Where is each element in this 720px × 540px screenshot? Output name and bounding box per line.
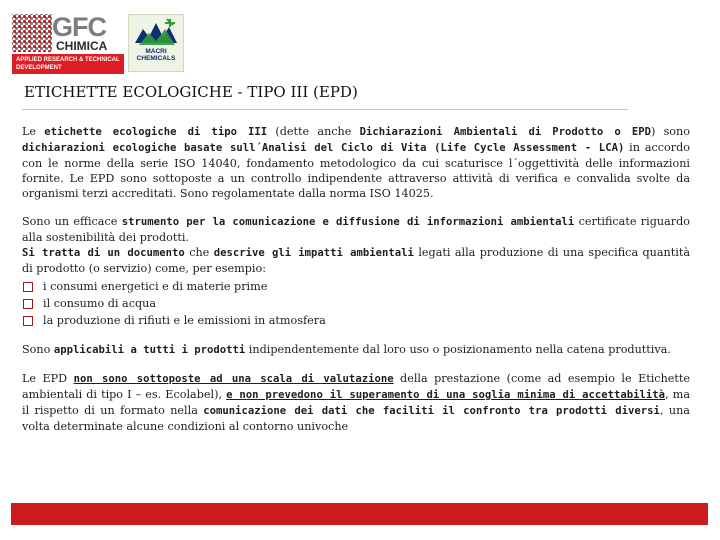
list-item-text: la produzione di rifiuti e le emissioni in atmosfera — [43, 314, 326, 327]
paragraph-evaluation — [22, 371, 690, 434]
macri-logo-name: MACRI CHEMICALS — [136, 48, 176, 62]
text-run: che — [184, 246, 214, 259]
title-divider — [22, 109, 628, 110]
checkbox-bullet-icon — [23, 316, 33, 326]
text-run: Le EPD — [22, 372, 74, 385]
text-run: Le — [22, 125, 45, 138]
macri-mark-icon — [129, 15, 183, 49]
slide-body — [22, 124, 690, 434]
gfc-dot-grid-icon — [12, 14, 52, 52]
macri-logo-box — [128, 14, 184, 72]
paragraph-applicability — [22, 342, 690, 358]
list-item-text: il consumo di acqua — [43, 297, 157, 310]
checkbox-bullet-icon — [23, 282, 33, 292]
bold-run: comunicazione dei dati che faciliti il confronto tra prodotti diversi — [203, 405, 660, 417]
bold-run: strumento per la comunicazione e diffusione di informazioni ambientali — [121, 216, 575, 228]
gfc-logo-tagline: APPLIED RESEARCH & TECHNICAL DEVELOPMENT — [12, 54, 124, 74]
text-run: ) sono — [650, 125, 690, 138]
text-run: Sono — [22, 343, 54, 356]
list-item — [22, 312, 690, 329]
bold-run: etichette ecologiche di tipo III — [44, 126, 268, 138]
bold-run: Si tratta di un — [22, 247, 128, 259]
impact-list — [22, 278, 690, 329]
bold-run: applicabili a tutti i prodotti — [53, 344, 246, 356]
bold-run: descrive gli impatti ambientali — [213, 247, 414, 259]
gfc-chimica-logo — [12, 14, 124, 72]
list-item — [22, 278, 690, 295]
bold-run: Dichiarazioni Ambientali di Prodotto o EPD — [359, 126, 651, 138]
paragraph-document — [22, 245, 690, 276]
checkbox-bullet-icon — [23, 299, 33, 309]
bold-run: documento — [127, 247, 185, 259]
macri-chemicals-logo — [128, 14, 186, 72]
text-run: Sono un efficace — [22, 215, 122, 228]
text-run: (dette anche — [267, 125, 360, 138]
paragraph-definition — [22, 124, 690, 201]
gfc-logo-sub: CHIMICA — [56, 39, 108, 53]
text-run: , ma il rispetto di un formato nella — [22, 388, 690, 417]
text-run: in accordo con le norme della serie ISO 14040, fondamento metodologico da cui scaturisce l´oggettività delle informazioni fornite. Le EPD sono sottoposte a un controllo indipendente attraverso attività di verifica e convalida svolte da organismi terzi accreditati. Sono regolamentate dalla norma ISO 14025. — [22, 141, 690, 200]
text-run: certificate riguardo alla sostenibilità dei prodotti. — [22, 215, 690, 244]
text-run: della prestazione (come ad esempio le Etichette ambientali di tipo I – es. Ecolabel), — [22, 372, 691, 401]
slide-title: ETICHETTE ECOLOGICHE - TIPO III (EPD) — [24, 83, 358, 101]
underlined-run: non sono sottoposte ad una scala di valutazione — [73, 373, 394, 385]
bold-run: dichiarazioni ecologiche basate sull´Analisi del Ciclo di Vita (Life Cycle Assessment - LCA) — [22, 142, 625, 154]
list-item-text: i consumi energetici e di materie prime — [43, 280, 268, 293]
footer-bar — [11, 503, 708, 525]
text-run: legati alla produzione di una specifica quantità di prodotto (o servizio) come, per esempio: — [22, 246, 690, 275]
text-run: , una volta determinate alcune condizioni al contorno univoche — [22, 404, 690, 433]
underlined-run: e non prevedono il superamento di una soglia minima di accettabilità — [226, 389, 666, 401]
list-item — [22, 295, 690, 312]
gfc-logo-name: GFC — [52, 12, 106, 42]
text-run: indipendentemente dal loro uso o posizionamento nella catena produttiva. — [245, 343, 671, 356]
paragraph-communication — [22, 214, 690, 245]
